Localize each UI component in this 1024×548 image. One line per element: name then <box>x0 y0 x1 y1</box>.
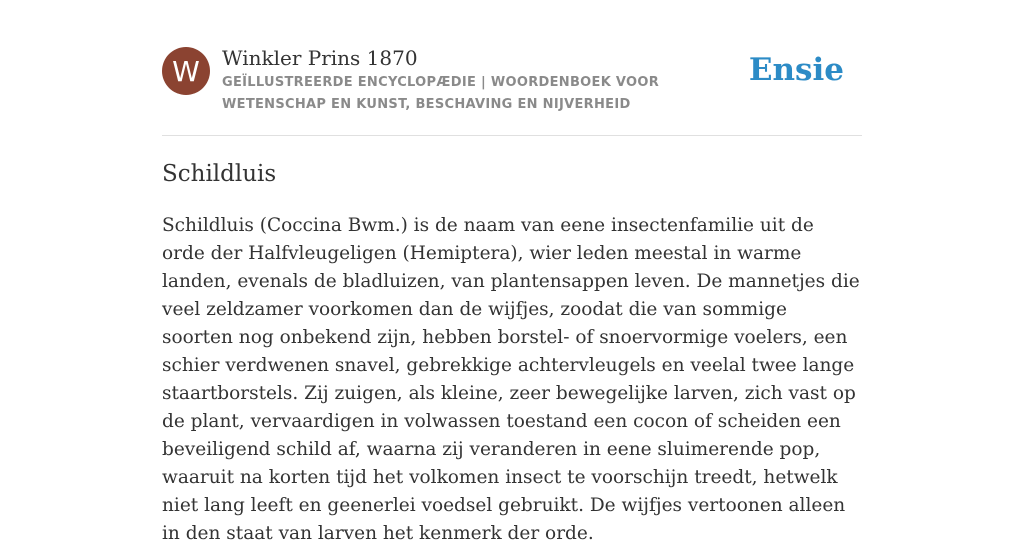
header-divider <box>162 135 862 136</box>
site-subtitle: GEÏLLUSTREERDE ENCYCLOPÆDIE | WOORDENBOEK VOOR WETENSCHAP EN KUNST, BESCHAVING EN NIJVERHEID <box>222 75 660 112</box>
article-body: Schildluis (Coccina Bwm.) is de naam van eene insectenfamilie uit de orde der Halfvleugeligen (Hemiptera), wier leden meestal in warme landen, evenals de bladluizen, van plantensappen leven. De mannetjes die veel zeldzamer voorkomen dan de wijfjes, zoodat die van sommige soorten nog onbekend zijn, hebben borstel- of snoervormige voelers, een schier verdwenen snavel, gebrekkige achtervleugels en veelal twee lange staartborstels. Zij zuigen, als kleine, zeer bewegelijke larven, zich vast op de plant, vervaardigen in volwassen toestand een cocon of scheiden een beveiligend schild af, waarna zij veranderen in eene sluimerende pop, waaruit na korten tijd het volkomen insect te voorschijn treedt, hetwelk niet lang leeft en geenerlei voedsel gebruikt. De wijfjes vertoonen alleen in den staat van larven het kenmerk der orde. <box>162 215 860 544</box>
article-title: Schildluis <box>162 161 277 187</box>
brand-logo[interactable]: Ensie <box>748 52 844 88</box>
site-avatar[interactable]: W <box>162 47 210 95</box>
site-header <box>162 46 862 116</box>
site-title[interactable]: Winkler Prins 1870 <box>222 46 418 70</box>
